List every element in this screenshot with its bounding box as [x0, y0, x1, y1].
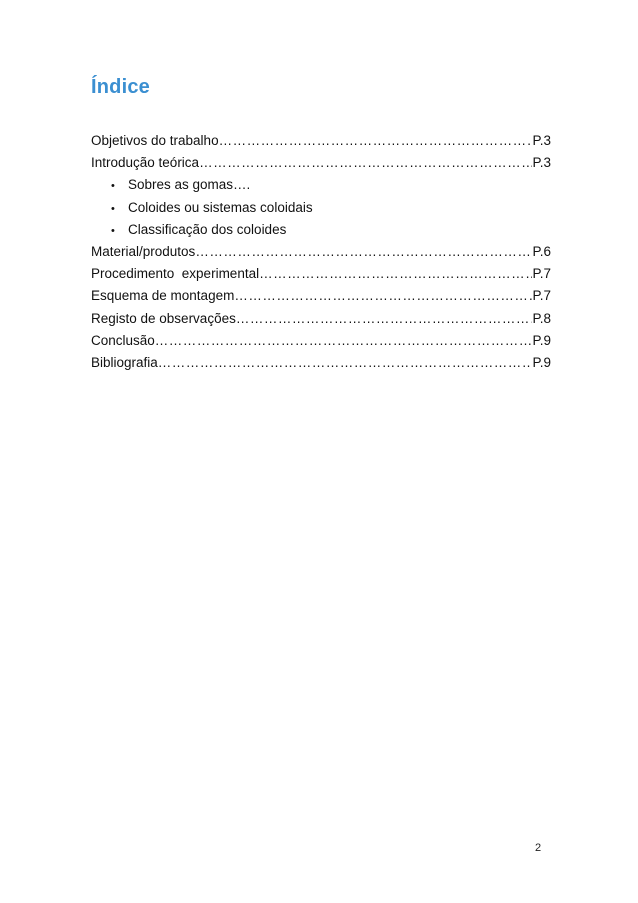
page-number: 2 — [535, 842, 542, 854]
toc-entry-label: Esquema de montagem — [91, 288, 235, 304]
toc-entry-label: Objetivos do trabalho — [91, 133, 219, 148]
index-title: Índice — [91, 76, 150, 98]
toc-entry-page: P.7 — [532, 266, 551, 282]
toc-entry-page: P.6 — [532, 243, 551, 259]
toc-entry-page: P.9 — [532, 354, 551, 370]
toc-leader-dots — [259, 263, 532, 285]
toc-entry-page: P.3 — [532, 155, 551, 171]
toc-sub-entry-label: Classificação dos coloides — [128, 221, 287, 237]
toc-entry-esquema — [91, 285, 551, 307]
bullet-icon: • — [111, 180, 115, 193]
toc-entry-label: Bibliografia — [91, 354, 158, 370]
toc-leader-dots — [236, 308, 533, 330]
toc-entry-objetivos — [91, 130, 551, 152]
toc-entry-page: P.3 — [532, 133, 551, 148]
toc-entry-label: Material/produtos — [91, 243, 196, 259]
toc-leader-dots — [199, 152, 532, 174]
toc-entry-label: Conclusão — [91, 332, 155, 348]
toc-entry-page: P.9 — [532, 332, 551, 348]
toc-leader-dots — [155, 330, 533, 352]
toc-leader-dots — [158, 352, 533, 374]
toc-entry-conclusao — [91, 330, 551, 352]
toc-entry-label: Procedimento experimental — [91, 266, 260, 282]
toc-entry-material — [91, 241, 551, 263]
toc-entry-label: Registo de observações — [91, 310, 236, 326]
toc-entry-page: P.8 — [532, 310, 551, 326]
toc-entry-procedimento — [91, 263, 551, 285]
toc-sub-entry — [91, 197, 551, 219]
toc-sub-entry-label: Sobres as gomas…. — [128, 177, 251, 193]
toc-entry-introducao — [91, 152, 551, 174]
toc-entry-label: Introdução teórica — [91, 155, 200, 171]
table-of-contents — [91, 130, 551, 374]
toc-sub-entry-label: Coloides ou sistemas coloidais — [128, 199, 313, 215]
toc-entry-registo — [91, 308, 551, 330]
toc-entry-bibliografia — [91, 352, 551, 374]
toc-leader-dots — [234, 285, 532, 307]
toc-sub-entry — [91, 219, 551, 241]
toc-leader-dots — [219, 130, 533, 152]
toc-sub-entry — [91, 174, 551, 196]
toc-entry-page: P.7 — [532, 288, 551, 304]
toc-leader-dots — [195, 241, 532, 263]
bullet-icon: • — [111, 224, 115, 237]
bullet-icon: • — [111, 202, 115, 215]
